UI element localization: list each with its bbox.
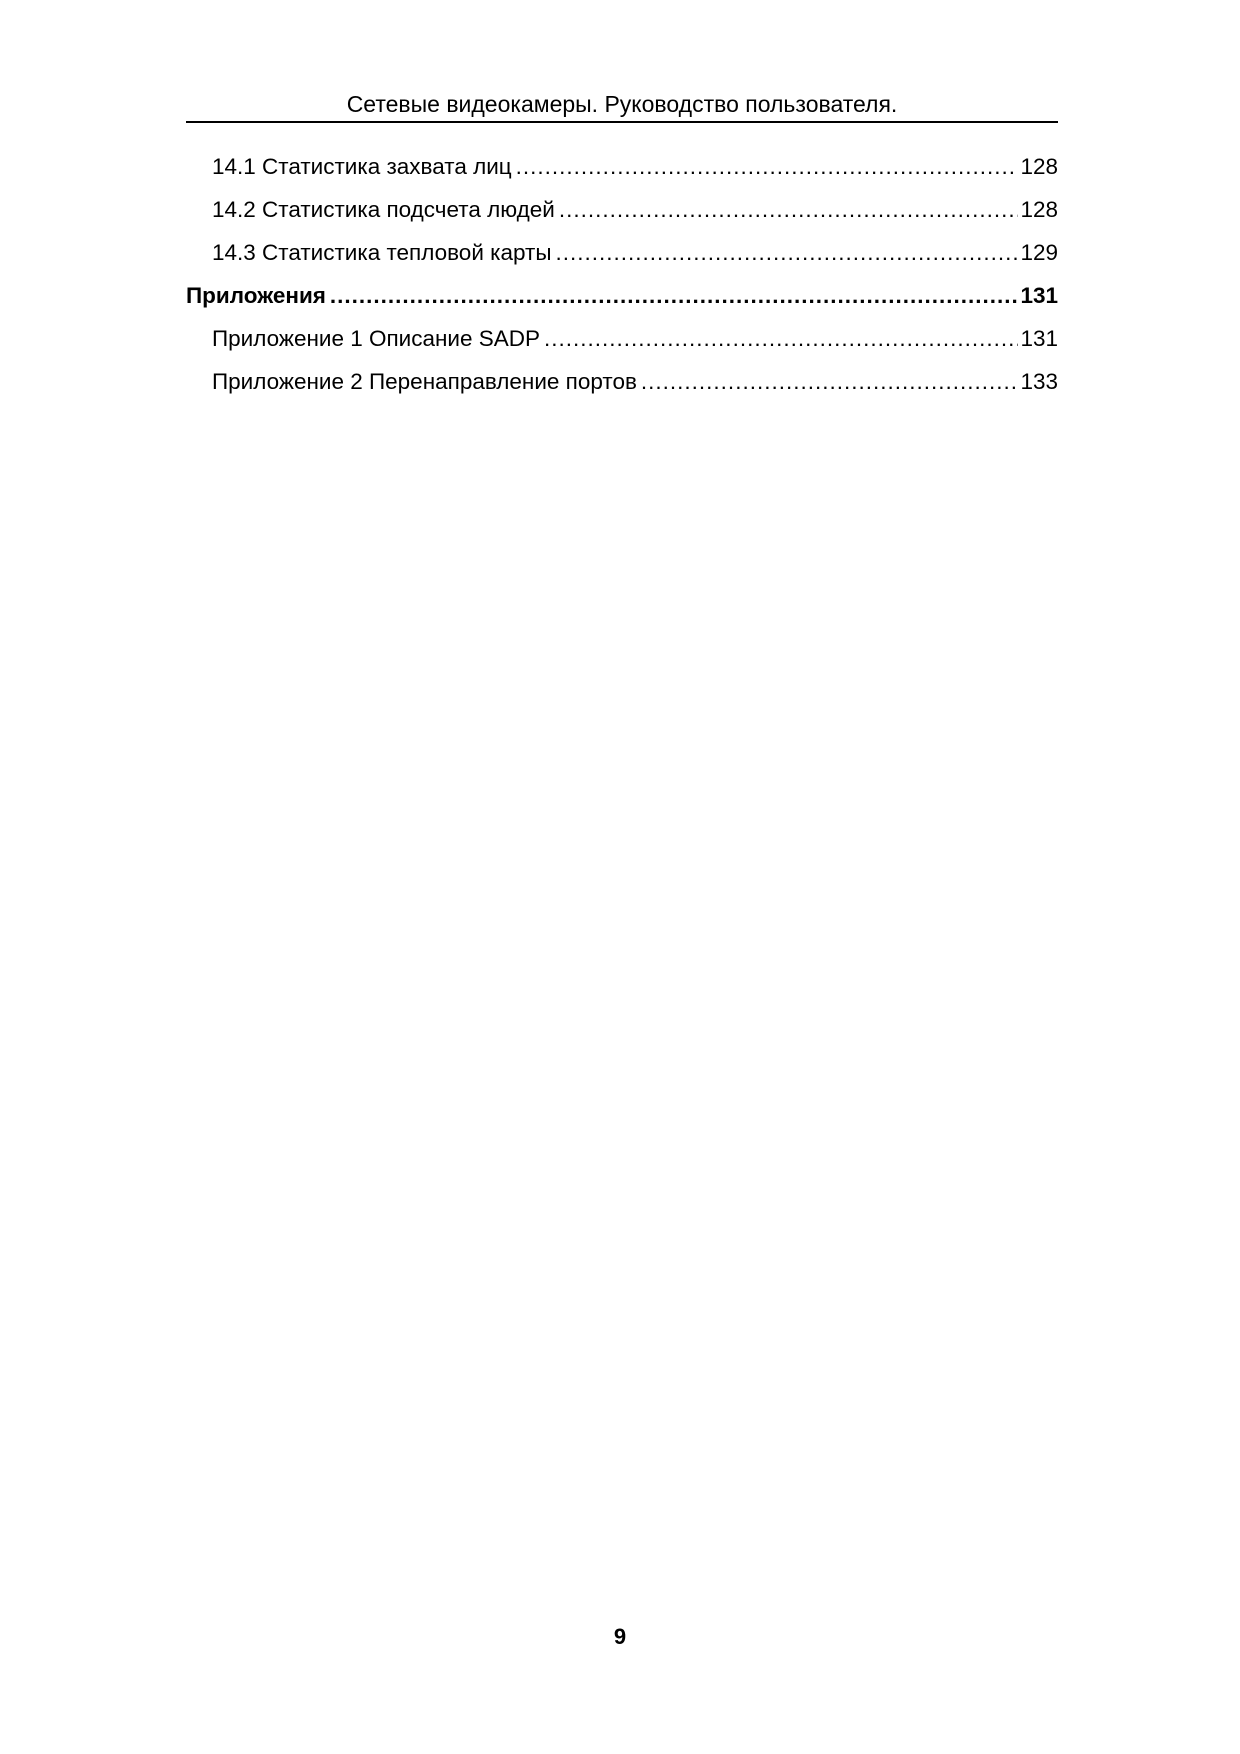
toc-entry-appendix-1[interactable]: [186, 317, 1058, 360]
toc-entry-14-1[interactable]: [186, 145, 1058, 188]
toc-entry-title: Приложение 1 Описание SADP: [212, 317, 544, 360]
toc-entry-page: 128: [1020, 154, 1058, 179]
toc-dot-leader: [559, 188, 1019, 231]
toc-entry-page: 131: [1020, 326, 1058, 351]
header-divider: [186, 121, 1058, 123]
toc-entry-title: 14.1 Статистика захвата лиц: [212, 145, 516, 188]
toc-entry-appendices[interactable]: [186, 274, 1058, 317]
toc-dot-leader: [641, 360, 1019, 403]
toc-entry-title: 14.3 Статистика тепловой карты: [212, 231, 556, 274]
toc-entry-title: Приложения: [186, 274, 330, 317]
toc-entry-page: 131: [1020, 283, 1058, 308]
toc-entry-title: 14.2 Статистика подсчета людей: [212, 188, 559, 231]
toc-dot-leader: [330, 274, 1019, 317]
page-header-title: Сетевые видеокамеры. Руководство пользователя.: [346, 91, 898, 117]
toc-dot-leader: [544, 317, 1018, 360]
page-number: 9: [613, 1624, 627, 1649]
table-of-contents: [186, 145, 1058, 403]
toc-entry-14-3[interactable]: [186, 231, 1058, 274]
toc-entry-page: 133: [1020, 369, 1058, 394]
toc-entry-title: Приложение 2 Перенаправление портов: [212, 360, 641, 403]
toc-dot-leader: [516, 145, 1019, 188]
toc-entry-page: 129: [1020, 240, 1058, 265]
toc-entry-appendix-2[interactable]: [186, 360, 1058, 403]
toc-entry-page: 128: [1020, 197, 1058, 222]
toc-entry-14-2[interactable]: [186, 188, 1058, 231]
toc-dot-leader: [556, 231, 1019, 274]
